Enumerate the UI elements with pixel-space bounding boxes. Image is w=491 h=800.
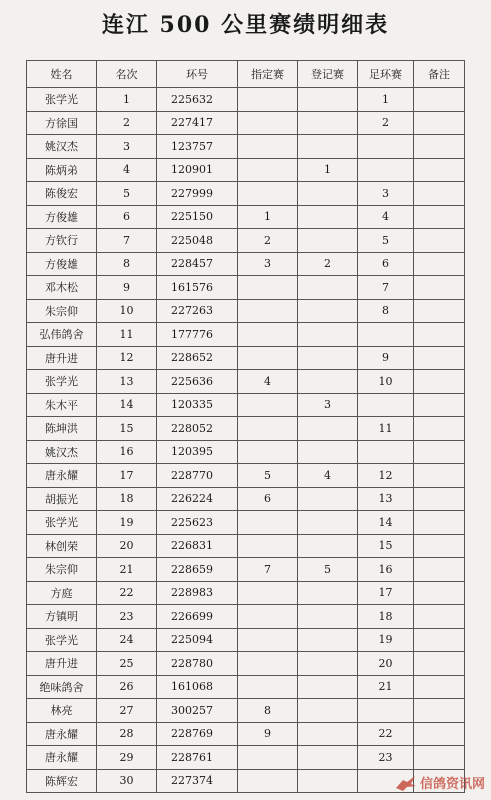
- cell-registered: [298, 722, 358, 746]
- cell-name: 朱木平: [27, 393, 97, 417]
- cell-remarks: [414, 182, 465, 206]
- cell-registered: [298, 675, 358, 699]
- table-row: [27, 511, 465, 535]
- cell-rank: 25: [97, 652, 157, 676]
- cell-ring: 228052: [157, 417, 238, 441]
- cell-ring-race: 11: [358, 417, 414, 441]
- cell-ring: 120901: [157, 158, 238, 182]
- cell-name: 张学光: [27, 628, 97, 652]
- cell-registered: [298, 135, 358, 159]
- cell-designated: [238, 511, 298, 535]
- cell-rank: 20: [97, 534, 157, 558]
- cell-rank: 28: [97, 722, 157, 746]
- cell-ring: 120335: [157, 393, 238, 417]
- cell-name: 朱宗仰: [27, 558, 97, 582]
- cell-ring: 228983: [157, 581, 238, 605]
- table-row: [27, 252, 465, 276]
- cell-rank: 10: [97, 299, 157, 323]
- cell-name: 唐升进: [27, 346, 97, 370]
- cell-ring: 226831: [157, 534, 238, 558]
- cell-designated: 2: [238, 229, 298, 253]
- cell-registered: 4: [298, 464, 358, 488]
- cell-registered: [298, 534, 358, 558]
- cell-name: 陈坤洪: [27, 417, 97, 441]
- cell-ring: 228780: [157, 652, 238, 676]
- cell-rank: 4: [97, 158, 157, 182]
- table-row: [27, 605, 465, 629]
- table-row: [27, 323, 465, 347]
- table-row: [27, 628, 465, 652]
- table-row: [27, 417, 465, 441]
- cell-registered: [298, 746, 358, 770]
- cell-remarks: [414, 746, 465, 770]
- cell-rank: 13: [97, 370, 157, 394]
- cell-ring-race: [358, 158, 414, 182]
- header-rank: 名次: [97, 61, 157, 88]
- cell-remarks: [414, 652, 465, 676]
- cell-registered: [298, 370, 358, 394]
- cell-ring-race: [358, 323, 414, 347]
- cell-ring-race: 13: [358, 487, 414, 511]
- table-row: [27, 299, 465, 323]
- cell-ring-race: 19: [358, 628, 414, 652]
- cell-ring: 225636: [157, 370, 238, 394]
- watermark: [395, 773, 485, 792]
- cell-designated: [238, 746, 298, 770]
- cell-remarks: [414, 440, 465, 464]
- table-row: [27, 746, 465, 770]
- cell-ring: 225094: [157, 628, 238, 652]
- cell-registered: [298, 276, 358, 300]
- cell-ring-race: 14: [358, 511, 414, 535]
- cell-name: 张学光: [27, 370, 97, 394]
- cell-registered: [298, 652, 358, 676]
- cell-ring-race: 8: [358, 299, 414, 323]
- cell-remarks: [414, 558, 465, 582]
- cell-ring-race: 21: [358, 675, 414, 699]
- cell-registered: 5: [298, 558, 358, 582]
- table-row: [27, 722, 465, 746]
- cell-name: 方俊雄: [27, 205, 97, 229]
- cell-ring: 228457: [157, 252, 238, 276]
- table-row: [27, 534, 465, 558]
- cell-rank: 19: [97, 511, 157, 535]
- cell-registered: [298, 605, 358, 629]
- cell-rank: 30: [97, 769, 157, 793]
- table-row: [27, 393, 465, 417]
- cell-remarks: [414, 158, 465, 182]
- cell-registered: [298, 346, 358, 370]
- table-row: [27, 229, 465, 253]
- cell-designated: [238, 534, 298, 558]
- cell-rank: 7: [97, 229, 157, 253]
- cell-rank: 14: [97, 393, 157, 417]
- cell-remarks: [414, 699, 465, 723]
- table-row: [27, 699, 465, 723]
- cell-ring-race: [358, 135, 414, 159]
- cell-ring: 161576: [157, 276, 238, 300]
- cell-designated: [238, 675, 298, 699]
- cell-name: 张学光: [27, 88, 97, 112]
- header-ring-race: 足环赛: [358, 61, 414, 88]
- cell-ring-race: 4: [358, 205, 414, 229]
- cell-registered: [298, 111, 358, 135]
- cell-ring-race: 1: [358, 88, 414, 112]
- cell-rank: 23: [97, 605, 157, 629]
- cell-ring: 227263: [157, 299, 238, 323]
- cell-registered: [298, 440, 358, 464]
- cell-designated: [238, 182, 298, 206]
- table-row: [27, 276, 465, 300]
- cell-name: 方镇明: [27, 605, 97, 629]
- table-row: [27, 675, 465, 699]
- cell-remarks: [414, 229, 465, 253]
- cell-name: 弘伟鸽舍: [27, 323, 97, 347]
- cell-remarks: [414, 675, 465, 699]
- cell-rank: 1: [97, 88, 157, 112]
- cell-ring: 226224: [157, 487, 238, 511]
- cell-designated: 7: [238, 558, 298, 582]
- cell-registered: [298, 699, 358, 723]
- cell-rank: 17: [97, 464, 157, 488]
- cell-designated: [238, 111, 298, 135]
- cell-designated: [238, 605, 298, 629]
- table-row: [27, 88, 465, 112]
- cell-designated: [238, 652, 298, 676]
- cell-designated: [238, 393, 298, 417]
- cell-remarks: [414, 111, 465, 135]
- table-row: [27, 487, 465, 511]
- cell-rank: 2: [97, 111, 157, 135]
- cell-remarks: [414, 393, 465, 417]
- cell-remarks: [414, 581, 465, 605]
- table-row: [27, 182, 465, 206]
- cell-name: 林亮: [27, 699, 97, 723]
- cell-ring: 226699: [157, 605, 238, 629]
- cell-ring: 228652: [157, 346, 238, 370]
- cell-designated: [238, 323, 298, 347]
- cell-ring-race: 6: [358, 252, 414, 276]
- cell-remarks: [414, 628, 465, 652]
- cell-rank: 21: [97, 558, 157, 582]
- cell-remarks: [414, 464, 465, 488]
- table-row: [27, 581, 465, 605]
- cell-ring-race: 23: [358, 746, 414, 770]
- cell-designated: [238, 88, 298, 112]
- cell-registered: [298, 581, 358, 605]
- cell-registered: [298, 417, 358, 441]
- cell-rank: 29: [97, 746, 157, 770]
- cell-ring-race: 22: [358, 722, 414, 746]
- cell-ring-race: 3: [358, 182, 414, 206]
- cell-ring: 120395: [157, 440, 238, 464]
- cell-name: 陈炳弟: [27, 158, 97, 182]
- cell-remarks: [414, 135, 465, 159]
- cell-name: 张学光: [27, 511, 97, 535]
- cell-ring-race: 18: [358, 605, 414, 629]
- cell-registered: [298, 628, 358, 652]
- cell-registered: 3: [298, 393, 358, 417]
- cell-designated: 6: [238, 487, 298, 511]
- cell-rank: 18: [97, 487, 157, 511]
- cell-name: 唐升进: [27, 652, 97, 676]
- cell-designated: [238, 769, 298, 793]
- cell-name: 胡振光: [27, 487, 97, 511]
- cell-registered: 1: [298, 158, 358, 182]
- table-row: [27, 464, 465, 488]
- cell-name: 唐永耀: [27, 722, 97, 746]
- cell-remarks: [414, 605, 465, 629]
- table-row: [27, 135, 465, 159]
- cell-registered: [298, 511, 358, 535]
- cell-designated: [238, 299, 298, 323]
- cell-rank: 8: [97, 252, 157, 276]
- cell-remarks: [414, 370, 465, 394]
- cell-designated: [238, 581, 298, 605]
- table-row: [27, 346, 465, 370]
- cell-ring-race: 15: [358, 534, 414, 558]
- cell-name: 方徐国: [27, 111, 97, 135]
- cell-ring-race: 17: [358, 581, 414, 605]
- cell-designated: [238, 158, 298, 182]
- cell-ring-race: 2: [358, 111, 414, 135]
- cell-remarks: [414, 252, 465, 276]
- cell-designated: 8: [238, 699, 298, 723]
- header-remarks: 备注: [414, 61, 465, 88]
- cell-ring-race: 12: [358, 464, 414, 488]
- cell-name: 方庭: [27, 581, 97, 605]
- cell-name: 姚汉杰: [27, 135, 97, 159]
- cell-rank: 22: [97, 581, 157, 605]
- cell-ring-race: 5: [358, 229, 414, 253]
- cell-ring-race: 16: [358, 558, 414, 582]
- cell-name: 陈辉宏: [27, 769, 97, 793]
- cell-name: 方俊雄: [27, 252, 97, 276]
- cell-ring-race: [358, 393, 414, 417]
- header-registered: 登记赛: [298, 61, 358, 88]
- cell-name: 唐永耀: [27, 746, 97, 770]
- cell-ring-race: 20: [358, 652, 414, 676]
- table-row: [27, 111, 465, 135]
- cell-rank: 12: [97, 346, 157, 370]
- cell-registered: [298, 182, 358, 206]
- cell-designated: 9: [238, 722, 298, 746]
- cell-ring: 177776: [157, 323, 238, 347]
- cell-name: 陈俊宏: [27, 182, 97, 206]
- cell-registered: [298, 323, 358, 347]
- cell-registered: [298, 229, 358, 253]
- header-name: 姓名: [27, 61, 97, 88]
- cell-ring-race: [358, 699, 414, 723]
- header-designated: 指定赛: [238, 61, 298, 88]
- cell-remarks: [414, 722, 465, 746]
- header-ring: 环号: [157, 61, 238, 88]
- cell-name: 唐永耀: [27, 464, 97, 488]
- cell-remarks: [414, 323, 465, 347]
- cell-registered: [298, 769, 358, 793]
- cell-ring: 227417: [157, 111, 238, 135]
- cell-name: 绝味鸽舍: [27, 675, 97, 699]
- cell-ring-race: 9: [358, 346, 414, 370]
- cell-designated: 3: [238, 252, 298, 276]
- cell-registered: [298, 205, 358, 229]
- cell-remarks: [414, 487, 465, 511]
- cell-ring: 225623: [157, 511, 238, 535]
- cell-designated: 1: [238, 205, 298, 229]
- cell-designated: [238, 628, 298, 652]
- cell-ring: 227374: [157, 769, 238, 793]
- cell-name: 方钦行: [27, 229, 97, 253]
- cell-designated: [238, 276, 298, 300]
- cell-ring: 228769: [157, 722, 238, 746]
- cell-rank: 15: [97, 417, 157, 441]
- table-row: [27, 558, 465, 582]
- cell-registered: [298, 487, 358, 511]
- cell-ring: 227999: [157, 182, 238, 206]
- cell-rank: 9: [97, 276, 157, 300]
- page-title: 连江 500 公里赛绩明细表: [101, 12, 390, 38]
- cell-designated: 5: [238, 464, 298, 488]
- cell-remarks: [414, 205, 465, 229]
- cell-designated: [238, 440, 298, 464]
- cell-name: 朱宗仰: [27, 299, 97, 323]
- cell-designated: [238, 135, 298, 159]
- cell-name: 林创荣: [27, 534, 97, 558]
- cell-ring: 225150: [157, 205, 238, 229]
- cell-designated: 4: [238, 370, 298, 394]
- watermark-text: 信鸽资讯网: [419, 777, 485, 792]
- cell-name: 邓木松: [27, 276, 97, 300]
- cell-remarks: [414, 417, 465, 441]
- cell-rank: 16: [97, 440, 157, 464]
- cell-ring-race: 7: [358, 276, 414, 300]
- cell-name: 姚汉杰: [27, 440, 97, 464]
- cell-ring: 300257: [157, 699, 238, 723]
- cell-ring: 225632: [157, 88, 238, 112]
- cell-rank: 24: [97, 628, 157, 652]
- cell-rank: 27: [97, 699, 157, 723]
- cell-registered: [298, 299, 358, 323]
- cell-rank: 11: [97, 323, 157, 347]
- cell-remarks: [414, 534, 465, 558]
- table-row: [27, 652, 465, 676]
- cell-ring-race: [358, 440, 414, 464]
- cell-rank: 26: [97, 675, 157, 699]
- cell-registered: [298, 88, 358, 112]
- cell-remarks: [414, 346, 465, 370]
- cell-ring: 228761: [157, 746, 238, 770]
- cell-ring-race: 10: [358, 370, 414, 394]
- table-row: [27, 440, 465, 464]
- cell-remarks: [414, 276, 465, 300]
- cell-designated: [238, 346, 298, 370]
- cell-rank: 3: [97, 135, 157, 159]
- table-row: [27, 158, 465, 182]
- cell-ring: 228659: [157, 558, 238, 582]
- cell-designated: [238, 417, 298, 441]
- table-row: [27, 370, 465, 394]
- cell-ring: 225048: [157, 229, 238, 253]
- cell-ring: 161068: [157, 675, 238, 699]
- cell-ring: 123757: [157, 135, 238, 159]
- cell-remarks: [414, 88, 465, 112]
- results-table: [26, 60, 465, 793]
- cell-ring: 228770: [157, 464, 238, 488]
- cell-rank: 6: [97, 205, 157, 229]
- cell-remarks: [414, 299, 465, 323]
- cell-registered: 2: [298, 252, 358, 276]
- cell-remarks: [414, 511, 465, 535]
- cell-rank: 5: [97, 182, 157, 206]
- pigeon-icon: [395, 774, 417, 792]
- header-row: [27, 61, 465, 88]
- table-row: [27, 205, 465, 229]
